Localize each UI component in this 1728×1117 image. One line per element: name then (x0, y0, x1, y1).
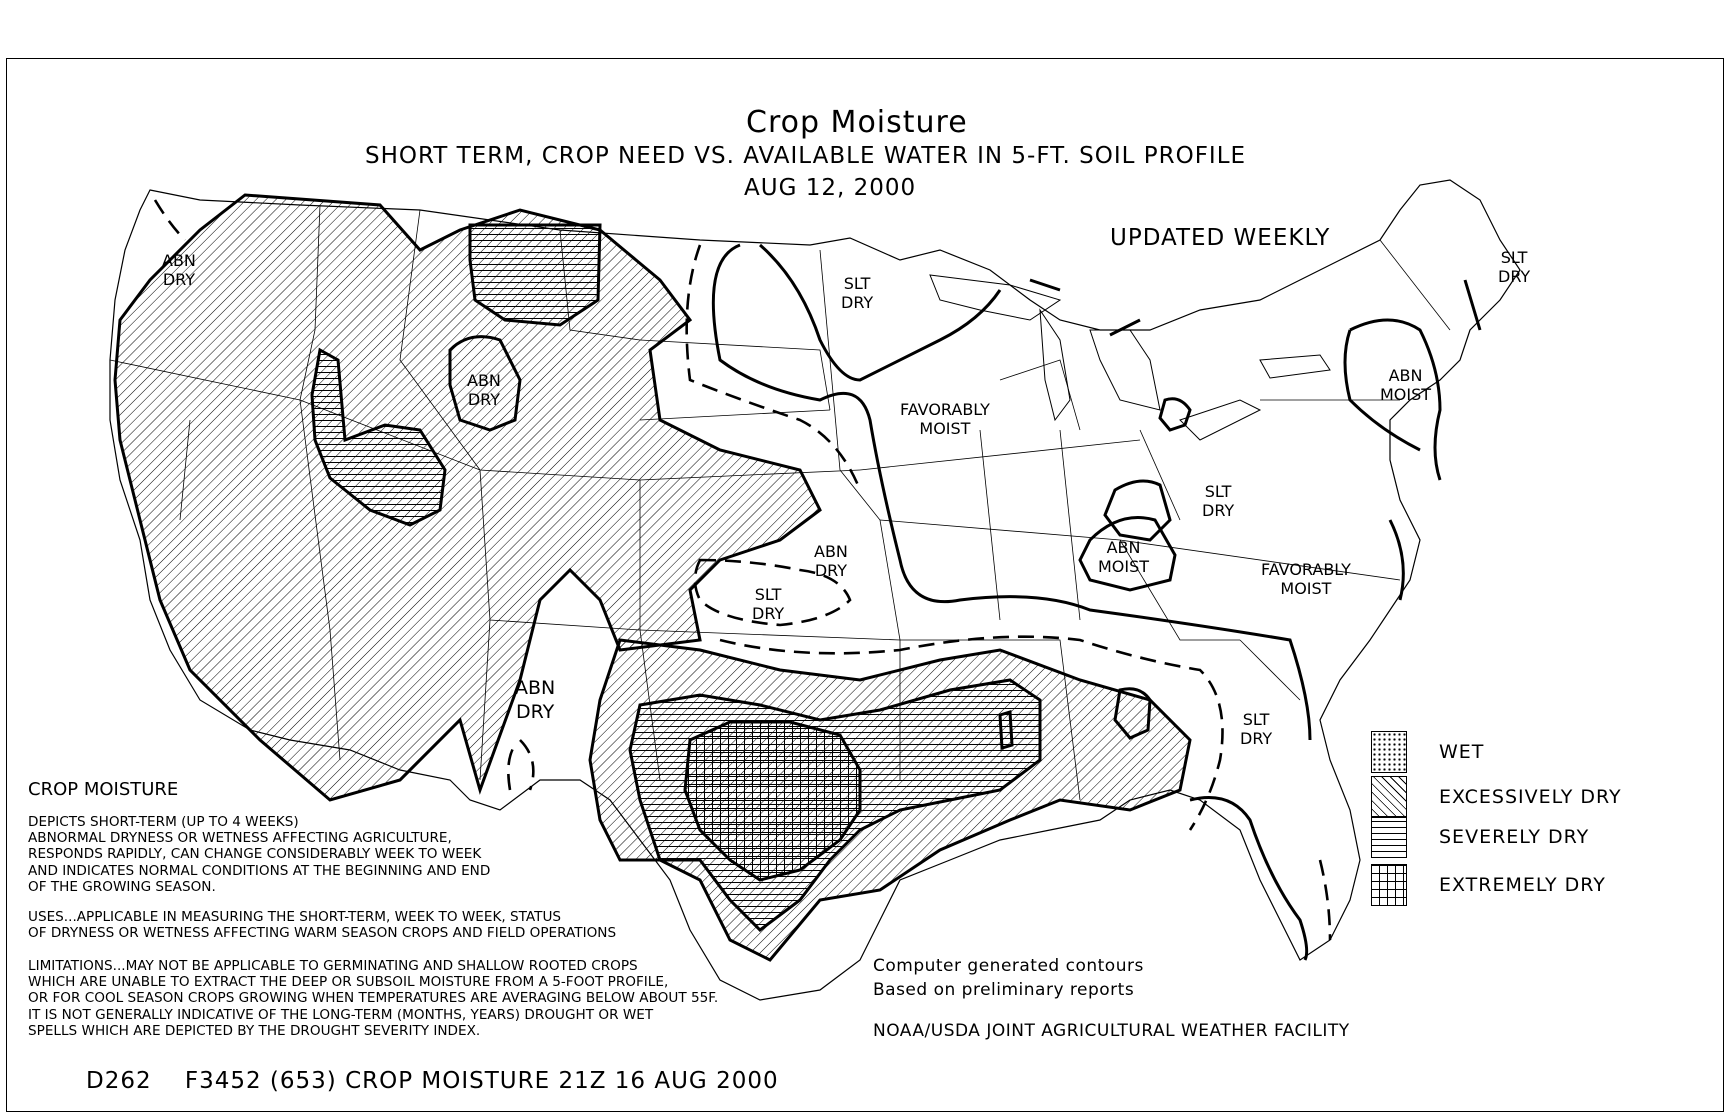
notes-uses: USES...APPLICABLE IN MEASURING THE SHORT-TERM, WEEK TO WEEK, STATUS OF DRYNESS OR WETNESS AFFECTING WARM SEASON CROPS AND FIELD OPERATIONS (28, 909, 617, 942)
label-slt-dry-ohio: SLT DRY (1202, 482, 1235, 520)
credit-preliminary: Based on preliminary reports (873, 980, 1135, 1000)
legend-item-extremely-dry (1371, 864, 1606, 906)
extremely-dry-swatch (1371, 864, 1407, 906)
label-abn-moist-northeast: ABN MOIST (1380, 366, 1432, 404)
severely-dry-swatch (1371, 816, 1407, 858)
page-title: Crop Moisture (746, 105, 968, 140)
label-abn-dry-wyoming: ABN DRY (467, 371, 501, 409)
update-frequency: UPDATED WEEKLY (1110, 225, 1331, 251)
label-abn-dry-kansas: ABN DRY (814, 542, 848, 580)
notes-depicts: DEPICTS SHORT-TERM (UP TO 4 WEEKS) ABNORMAL DRYNESS OR WETNESS AFFECTING AGRICULTURE, RESPONDS RAPIDLY, CAN CHANGE CONSIDERABLY WEEK TO WEEK AND INDICATES NORMAL CONDITIONS AT THE BEGINNING AND END OF THE GROWING SEASON. (28, 814, 491, 895)
severely-dry-mt (470, 225, 600, 325)
legend-label: EXTREMELY DRY (1439, 874, 1606, 896)
product-footer: D262 F3452 (653) CROP MOISTURE 21Z 16 AUG 2000 (86, 1068, 779, 1094)
notes-heading: CROP MOISTURE (28, 779, 179, 800)
credit-facility: NOAA/USDA JOINT AGRICULTURAL WEATHER FACILITY (873, 1021, 1350, 1041)
label-slt-dry-kansas: SLT DRY (752, 585, 785, 623)
label-favorably-moist-midwest: FAVORABLY MOIST (900, 400, 990, 438)
excessively-dry-swatch (1371, 776, 1407, 818)
legend-label: EXCESSIVELY DRY (1439, 786, 1622, 808)
label-abn-dry-northwest: ABN DRY (162, 251, 196, 289)
notes-limitations: LIMITATIONS...MAY NOT BE APPLICABLE TO GERMINATING AND SHALLOW ROOTED CROPS WHICH ARE UNABLE TO EXTRACT THE DEEP OR SUBSOIL MOISTURE FROM A 5-FOOT PROFILE, OR FOR COOL SEASON CROPS GROWING WHEN TEMPERATURES ARE AVERAGING BELOW ABOUT 55F. IT IS NOT GENERALLY INDICATIVE OF THE LONG-TERM (MONTHS, YEARS) DROUGHT OR WET SPELLS WHICH ARE DEPICTED BY THE DROUGHT SEVERITY INDEX. (28, 958, 719, 1039)
wet-swatch (1371, 731, 1407, 773)
legend-label: WET (1439, 741, 1485, 763)
label-abn-moist-indiana: ABN MOIST (1098, 538, 1150, 576)
label-favorably-moist-southeast: FAVORABLY MOIST (1261, 560, 1351, 598)
page-subtitle: SHORT TERM, CROP NEED VS. AVAILABLE WATER IN 5-FT. SOIL PROFILE (365, 143, 1247, 169)
label-slt-dry-maine: SLT DRY (1498, 248, 1531, 286)
legend-item-excessively-dry (1371, 776, 1622, 818)
great-lakes (930, 275, 1330, 440)
legend-item-severely-dry (1371, 816, 1589, 858)
legend-label: SEVERELY DRY (1439, 826, 1590, 848)
label-slt-dry-minnesota: SLT DRY (841, 274, 874, 312)
credit-generated: Computer generated contours (873, 956, 1144, 976)
legend-item-wet (1371, 731, 1484, 773)
label-abn-dry-new-mexico: ABN DRY (515, 677, 556, 723)
map-date: AUG 12, 2000 (744, 175, 917, 201)
label-slt-dry-georgia: SLT DRY (1240, 710, 1273, 748)
